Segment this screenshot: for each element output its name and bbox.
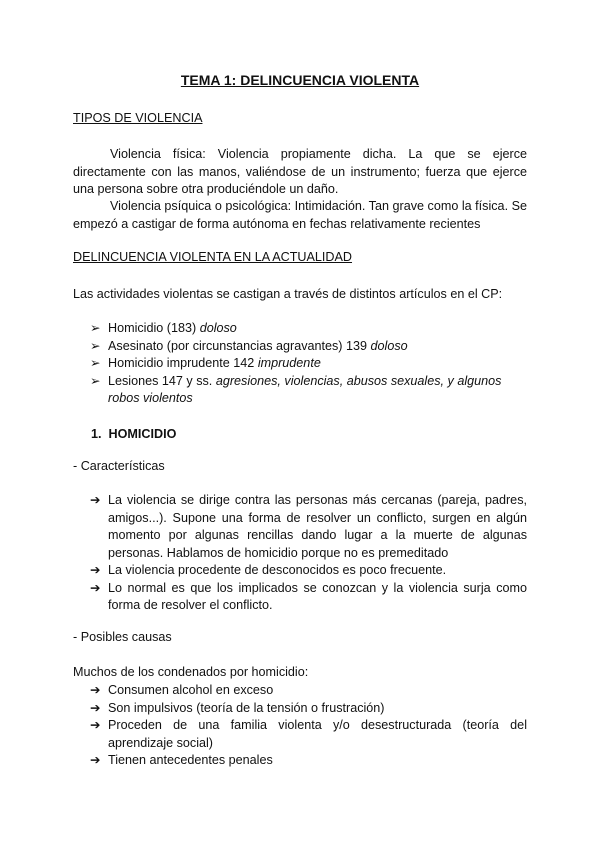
caracteristicas-list — [90, 492, 527, 615]
list-item: ➢ Lesiones 147 y ss. agresiones, violencias, abusos sexuales, y algunos robos violentos — [90, 373, 502, 405]
arrow-bullet-icon: ➔ — [90, 700, 101, 715]
section-number: 1. — [91, 427, 102, 441]
arrow-bullet-icon: ➔ — [90, 563, 101, 577]
intro-actividades-violentas: Las actividades violentas se castigan a través de distintos artículos en el CP: — [73, 287, 503, 301]
heading-delincuencia-actualidad: DELINCUENCIA VIOLENTA EN LA ACTUALIDAD — [73, 250, 353, 264]
list-item: ➔ Consumen alcohol en exceso — [90, 682, 527, 700]
arrow-bullet-icon: ➔ — [90, 580, 101, 595]
label-caracteristicas: - Características — [73, 459, 165, 473]
list-item: ➢ Homicidio imprudente 142 imprudente — [90, 355, 527, 373]
page-title: TEMA 1: DELINCUENCIA VIOLENTA — [180, 72, 420, 88]
list-item: ➢ Homicidio (183) doloso — [90, 320, 527, 338]
chevron-bullet-icon: ➢ — [90, 338, 101, 353]
paragraph-violencia-psiquica: Violencia psíquica o psicológica: Intimidación. Tan grave como la física. Se empezó a castigar de forma autónoma en fechas relativamente recientes — [73, 199, 527, 231]
chevron-bullet-icon: ➢ — [90, 356, 101, 370]
arrow-bullet-icon: ➔ — [90, 493, 101, 507]
list-item: ➔ Son impulsivos (teoría de la tensión o frustración) — [90, 700, 527, 718]
list-item: ➔ Lo normal es que los implicados se conozcan y la violencia surja como forma de resolver el conflicto. — [90, 580, 527, 612]
label-posibles-causas: - Posibles causas — [73, 630, 172, 644]
chevron-bullet-icon: ➢ — [90, 321, 101, 335]
heading-homicidio — [91, 426, 527, 444]
list-item: ➔ La violencia procedente de desconocidos es poco frecuente. — [90, 562, 527, 580]
list-item: ➔ Proceden de una familia violenta y/o desestructurada (teoría del aprendizaje social) — [90, 718, 527, 750]
paragraph-violencia-fisica: Violencia física: Violencia propiamente dicha. La que se ejerce directamente con las manos, valiéndose de un instrumento; fuerza que ejerce una persona sobre otra produciéndole un daño. — [73, 147, 527, 196]
chevron-bullet-icon: ➢ — [90, 373, 101, 388]
cp-articles-list — [90, 320, 527, 408]
heading-tipos-de-violencia: TIPOS DE VIOLENCIA — [73, 111, 203, 125]
list-item: ➢ Asesinato (por circunstancias agravantes) 139 doloso — [90, 338, 527, 356]
arrow-bullet-icon: ➔ — [90, 718, 101, 732]
arrow-bullet-icon: ➔ — [90, 753, 101, 767]
causas-list — [90, 682, 527, 770]
intro-condenados: Muchos de los condenados por homicidio: — [73, 665, 309, 679]
arrow-bullet-icon: ➔ — [90, 683, 101, 697]
list-item: ➔ La violencia se dirige contra las personas más cercanas (pareja, padres, amigos...). Supone una forma de resolver un conflicto, surgen en algún momento por algunas rencillas dando lugar a la muerte de algunas personas. Hablamos de homicidio porque no es premeditado — [90, 493, 527, 560]
list-item: ➔ Tienen antecedentes penales — [90, 752, 527, 770]
section-title: HOMICIDIO — [108, 427, 177, 441]
